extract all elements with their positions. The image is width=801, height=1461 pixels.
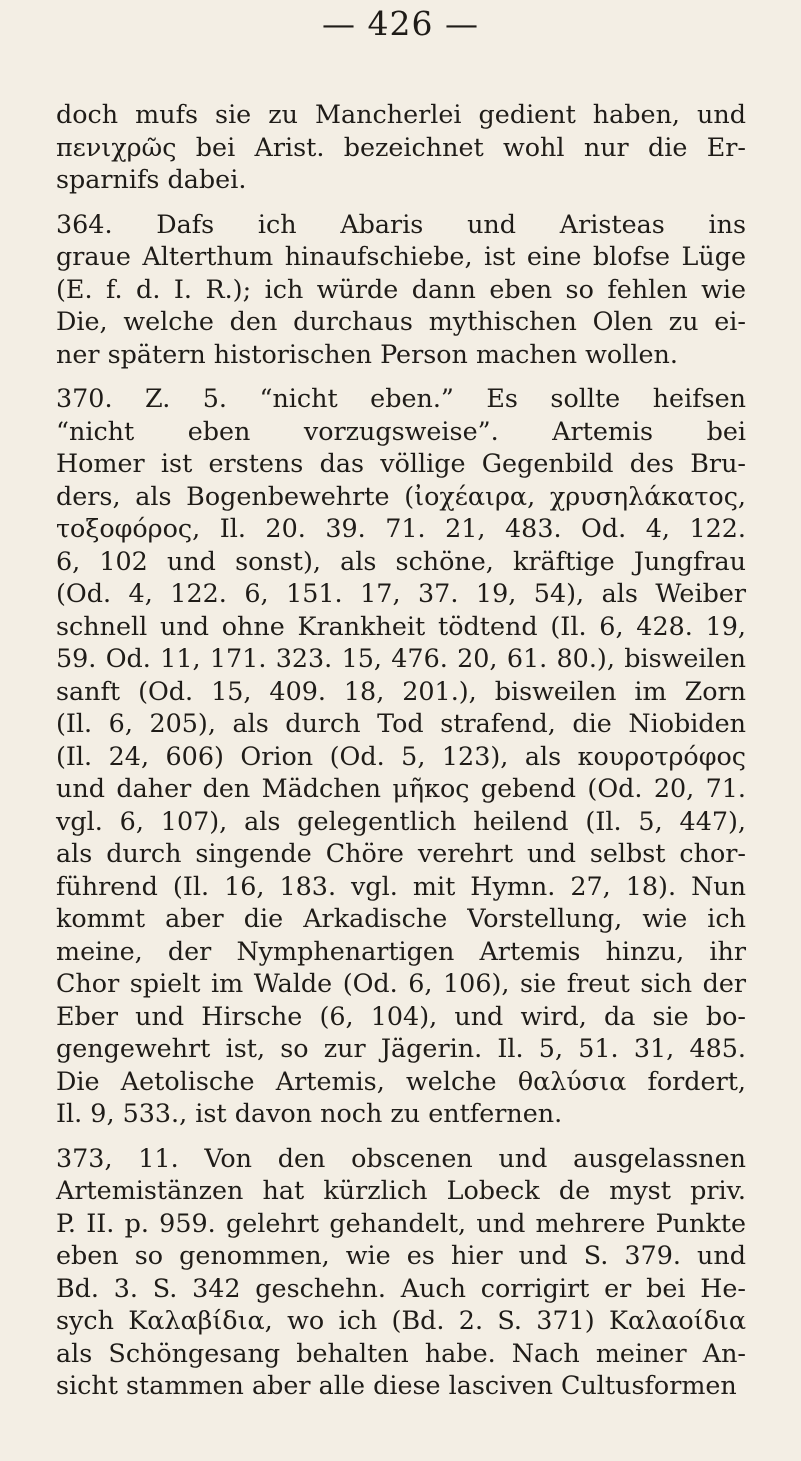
text-line: sanft (Od. 15, 409. 18, 201.), bisweilen im Zorn	[56, 675, 746, 706]
page-text-body	[56, 98, 746, 1402]
text-line: gengewehrt ist, so zur Jägerin. Il. 5, 51. 31, 485.	[56, 1033, 746, 1063]
paragraph-gap	[56, 196, 746, 208]
text-line: als durch singende Chöre verehrt und selbst chor-	[56, 838, 746, 868]
text-line: Homer ist erstens das völlige Gegenbild des Bru-	[56, 448, 746, 478]
text-line: meine, der Nymphenartigen Artemis hinzu, ihr	[56, 935, 746, 966]
text-line: (E. f. d. I. R.); ich würde dann eben so fehlen wie	[56, 273, 746, 304]
paragraph-note-370	[56, 382, 746, 1130]
paragraph-gap	[56, 370, 746, 382]
text-line: und daher den Mädchen μῆκος gebend (Od. 20, 71.	[56, 773, 746, 803]
text-line: sicht stammen aber alle diese lasciven Cultusformen	[56, 1370, 737, 1400]
text-line: 370. Z. 5. “nicht eben.” Es sollte heifsen	[56, 383, 746, 413]
text-line: 6, 102 und sonst), als schöne, kräftige Jungfrau	[56, 545, 746, 576]
text-line: πενιχρῶς bei Arist. bezeichnet wohl nur die Er-	[56, 131, 746, 162]
text-line: (Il. 24, 606) Orion (Od. 5, 123), als κουροτρόφος	[56, 740, 746, 771]
text-line: kommt aber die Arkadische Vorstellung, wie ich	[56, 903, 746, 933]
text-line: (Od. 4, 122. 6, 151. 17, 37. 19, 54), als Weiber	[56, 578, 746, 608]
text-line: 373, 11. Von den obscenen und ausgelassnen	[56, 1142, 746, 1173]
text-line: sparnifs dabei.	[56, 164, 247, 194]
text-line: Il. 9, 533., ist davon noch zu entfernen.	[56, 1098, 563, 1128]
paragraph-note-373	[56, 1142, 746, 1402]
paragraph-note-364	[56, 208, 746, 371]
text-line: τοξοφόρος, Il. 20. 39. 71. 21, 483. Od. 4, 122.	[56, 513, 746, 543]
text-line: graue Alterthum hinaufschiebe, ist eine blofse Lüge	[56, 241, 746, 271]
text-line: Bd. 3. S. 342 geschehn. Auch corrigirt er bei He-	[56, 1272, 746, 1303]
text-line: eben so genommen, wie es hier und S. 379. und	[56, 1240, 746, 1270]
text-line: führend (Il. 16, 183. vgl. mit Hymn. 27, 18). Nun	[56, 870, 746, 901]
text-line: Die, welche den durchaus mythischen Olen zu ei-	[56, 306, 746, 336]
text-line: vgl. 6, 107), als gelegentlich heilend (Il. 5, 447),	[56, 805, 746, 836]
text-line: doch mufs sie zu Mancherlei gedient haben, und	[56, 99, 746, 129]
text-line: ner spätern historischen Person machen wollen.	[56, 338, 678, 369]
text-line: “nicht eben vorzugsweise”. Artemis bei	[56, 415, 746, 446]
text-line: Eber und Hirsche (6, 104), und wird, da sie bo-	[56, 1000, 746, 1031]
text-line: Artemistänzen hat kürzlich Lobeck de myst priv.	[56, 1175, 746, 1205]
paragraph-intro	[56, 98, 746, 196]
text-line: sych Καλαβίδια, wo ich (Bd. 2. S. 371) Καλαοίδια	[56, 1305, 746, 1335]
text-line: Die Aetolische Artemis, welche θαλύσια fordert,	[56, 1065, 746, 1096]
text-line: Chor spielt im Walde (Od. 6, 106), sie freut sich der	[56, 968, 746, 998]
text-line: 59. Od. 11, 171. 323. 15, 476. 20, 61. 80.), bisweilen	[56, 643, 746, 673]
text-line: P. II. p. 959. gelehrt gehandelt, und mehrere Punkte	[56, 1207, 746, 1238]
text-line: 364. Dafs ich Abaris und Aristeas ins	[56, 208, 746, 239]
text-line: (Il. 6, 205), als durch Tod strafend, die Niobiden	[56, 708, 746, 738]
text-line: ders, als Bogenbewehrte (ἰοχέαιρα, χρυσηλάκατος,	[56, 480, 746, 511]
text-line: als Schöngesang behalten habe. Nach meiner An-	[56, 1337, 746, 1368]
page-number-header: — 426 —	[322, 4, 479, 43]
text-line: schnell und ohne Krankheit tödtend (Il. 6, 428. 19,	[56, 610, 746, 641]
paragraph-gap	[56, 1130, 746, 1142]
